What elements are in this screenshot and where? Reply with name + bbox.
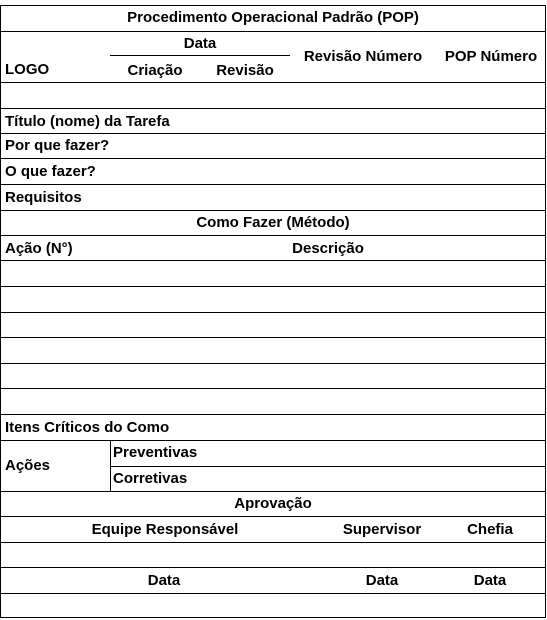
critical-items-label: Itens Críticos do Como [5, 419, 170, 436]
head-label: Chefia [467, 521, 513, 538]
team-date-label: Data [147, 572, 181, 589]
method-heading: Como Fazer (Método) [196, 214, 350, 231]
supervisor-date-label: Data [365, 572, 399, 589]
rule-approval-bottom [0, 516, 546, 517]
rule-blank-bottom [0, 108, 546, 109]
rule-action-row-1 [0, 286, 546, 287]
description-column-header: Descrição [292, 240, 364, 257]
head-date-label: Data [473, 572, 507, 589]
why-label: Por que fazer? [5, 137, 110, 154]
pop-number-label: POP Número [444, 48, 538, 65]
rule-what-bottom [0, 184, 546, 185]
rule-task-bottom [0, 133, 546, 134]
rule-requirements-bottom [0, 210, 546, 211]
task-title-label: Título (nome) da Tarefa [5, 113, 170, 130]
date-group-label: Data [183, 35, 217, 52]
rule-date-group-underline [110, 55, 290, 56]
creation-label: Criação [127, 62, 183, 79]
rule-action-row-4 [0, 363, 546, 364]
preventive-label: Preventivas [113, 444, 198, 461]
actions-label: Ações [5, 457, 51, 474]
rule-actions-bottom [0, 491, 546, 492]
rule-preventive-corrective [110, 466, 546, 467]
rule-header-bottom [0, 82, 546, 83]
rule-why-bottom [0, 158, 546, 159]
rule-signature-bottom [0, 567, 546, 568]
rule-action-row-3 [0, 337, 546, 338]
revision-label: Revisão [216, 62, 274, 79]
rule-action-header-bottom [0, 260, 546, 261]
rule-actions-divider [110, 440, 111, 491]
revision-number-label: Revisão Número [303, 48, 423, 65]
rule-date-bottom [0, 593, 546, 594]
action-column-header: Ação (N°) [5, 240, 73, 257]
rule-method-bottom [0, 235, 546, 236]
approval-heading: Aprovação [234, 495, 312, 512]
logo-label: LOGO [5, 61, 50, 78]
rule-action-row-5 [0, 388, 546, 389]
rule-signers-bottom [0, 542, 546, 543]
rule-action-row-2 [0, 312, 546, 313]
team-label: Equipe Responsável [91, 521, 239, 538]
rule-action-row-6 [0, 414, 546, 415]
what-label: O que fazer? [5, 163, 96, 180]
corrective-label: Corretivas [113, 470, 188, 487]
supervisor-label: Supervisor [342, 521, 422, 538]
rule-critical-bottom [0, 440, 546, 441]
requirements-label: Requisitos [5, 189, 82, 206]
rule-title-bottom [0, 31, 546, 32]
form-title: Procedimento Operacional Padrão (POP) [127, 9, 419, 26]
